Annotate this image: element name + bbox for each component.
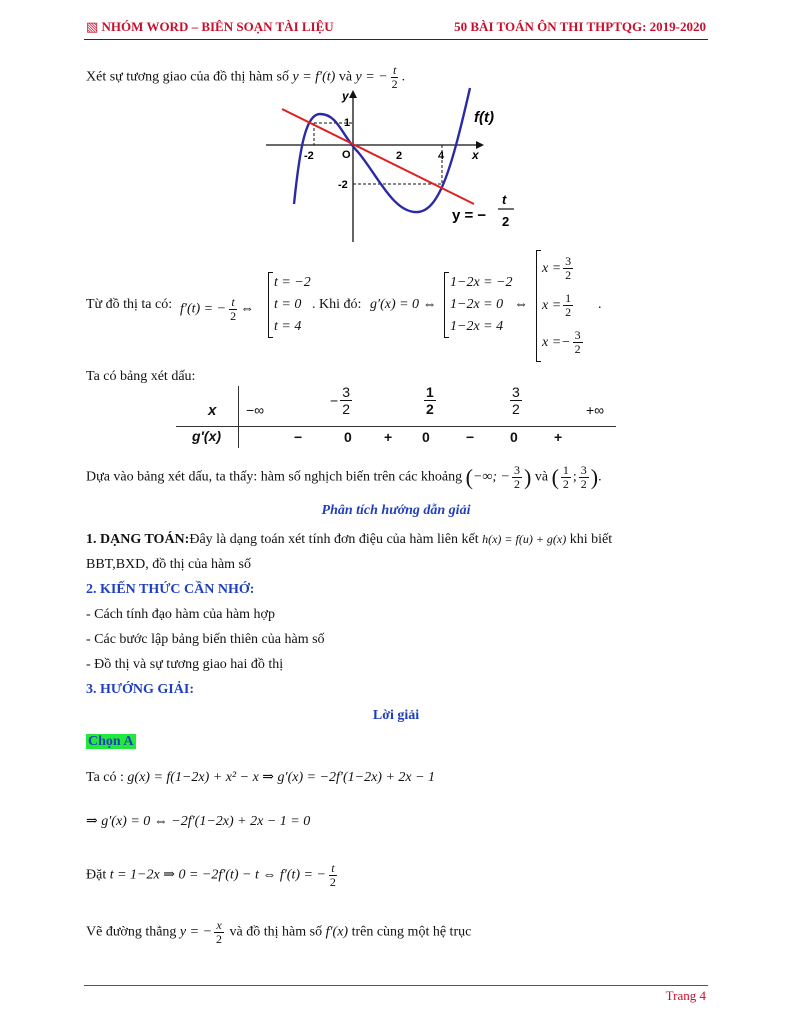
conclusion-and: và xyxy=(534,469,549,485)
interval2-n2: 3 xyxy=(580,463,587,477)
iff2: ⇔ xyxy=(514,297,528,312)
sign-3: + xyxy=(384,429,393,445)
sol2-lhs: x = xyxy=(542,298,562,313)
crit1-den: 2 xyxy=(342,401,350,417)
crit-2 xyxy=(422,384,438,417)
from-graph-end: . xyxy=(598,297,602,312)
sign-6: 0 xyxy=(510,429,518,445)
paren-open-2: ( xyxy=(551,464,559,490)
sol3-lhs: x = xyxy=(542,335,562,350)
gprime-eq: g′(x) = 0 ⇔ xyxy=(370,297,437,312)
fprime-frac xyxy=(228,296,238,323)
fprime-den: 2 xyxy=(230,309,237,323)
sol-row2 xyxy=(542,287,585,324)
sol1-lhs: x = xyxy=(542,261,562,276)
step-1 xyxy=(86,769,435,787)
label-y-axis: y xyxy=(342,89,349,103)
intro-text: Xét sự tương giao của đồ thị hàm số xyxy=(86,69,289,85)
intro-frac-den: 2 xyxy=(391,77,398,91)
section1-text: Đây là dạng toán xét tính đơn điệu của hàm liên kết xyxy=(189,532,479,547)
sys2-row1: 1−2x = −2 xyxy=(450,275,513,290)
interval1-left: −∞; − xyxy=(472,469,511,485)
step-2: ⇒ g′(x) = 0 ⇔ −2f′(1−2x) + 2x − 1 = 0 xyxy=(86,814,311,829)
label-curve: f(t) xyxy=(474,109,494,126)
step-3 xyxy=(86,862,340,889)
sol1-num: 3 xyxy=(565,254,572,269)
crit-3 xyxy=(508,384,524,417)
fprime-eq: f′(t) = − xyxy=(180,301,227,317)
label-line: y = − xyxy=(452,207,487,224)
interval1-num: 3 xyxy=(514,463,521,477)
crit1-sign: − xyxy=(330,392,339,409)
step-4 xyxy=(86,919,471,946)
sys1 xyxy=(274,272,311,338)
step3-eq: t = 1−2x ⇒ 0 = −2f′(t) − t ⇔ f′(t) = − xyxy=(109,867,326,883)
graph xyxy=(262,86,522,246)
sys2 xyxy=(450,272,513,338)
analysis-title: Phân tích hướng dẫn giải xyxy=(321,503,471,518)
sol2-num: 1 xyxy=(565,291,572,306)
step4-tail: và đồ thị hàm số xyxy=(229,924,323,940)
sign-7: + xyxy=(554,429,563,445)
from-graph-lead: Từ đồ thị ta có: xyxy=(86,297,173,312)
tick-neg2-y: -2 xyxy=(338,179,348,191)
step4-frac xyxy=(214,919,224,946)
tick-2: 2 xyxy=(396,150,403,162)
sign-4: 0 xyxy=(422,429,430,445)
intro-eq2: y = − xyxy=(355,69,388,85)
sol3-frac xyxy=(573,329,583,356)
section2-item-1: - Cách tính đạo hàm của hàm hợp xyxy=(86,607,275,622)
section1-label: 1. DẠNG TOÁN: xyxy=(86,532,190,547)
step3-lead: Đặt xyxy=(86,867,107,883)
paren-close-1: ) xyxy=(524,464,532,490)
step4-f: f′(x) xyxy=(325,924,349,940)
step1-lead: Ta có : xyxy=(86,770,124,785)
conclusion xyxy=(86,464,602,491)
from-graph-fprime xyxy=(180,296,254,323)
tick-neg2-x: -2 xyxy=(304,150,314,162)
step4-num: x xyxy=(216,918,222,932)
interval2-sep: ; xyxy=(572,469,577,485)
interval2-d1: 2 xyxy=(562,477,569,491)
crit1-frac xyxy=(340,384,352,417)
header-logo-icon: ▧ xyxy=(86,19,99,34)
bracket-sol xyxy=(536,250,537,362)
sign-table-vline xyxy=(238,386,239,448)
section2-item-2: - Các bước lập bảng biến thiên của hàm số xyxy=(86,632,325,647)
step3-num: t xyxy=(331,861,335,875)
intro-eq1: y = f′(t) xyxy=(292,69,336,85)
label-origin: O xyxy=(342,149,351,161)
section3-label: 3. HƯỚNG GIẢI: xyxy=(86,682,194,697)
label-x-axis: x xyxy=(472,148,479,162)
when-text: . Khi đó: xyxy=(312,297,362,312)
fprime-num: t xyxy=(231,295,235,309)
choose-answer xyxy=(86,733,136,751)
crit2-den: 2 xyxy=(426,401,434,417)
step3-den: 2 xyxy=(329,875,336,889)
crit3-den: 2 xyxy=(512,401,520,417)
neg-inf: −∞ xyxy=(246,402,265,418)
bracket-sys2 xyxy=(444,272,445,338)
solutions xyxy=(542,250,585,361)
bracket-sys1 xyxy=(268,272,269,338)
row-label-gprime: g′(x) xyxy=(192,428,222,444)
solution-title: Lời giải xyxy=(372,708,420,723)
step4-eq: y = − xyxy=(179,924,213,940)
footer-rule xyxy=(84,985,708,986)
tick-1: 1 xyxy=(344,117,351,129)
sol1-den: 2 xyxy=(565,268,572,283)
sol3-sign: − xyxy=(561,335,571,350)
conclusion-end: . xyxy=(598,469,602,485)
sol1-frac xyxy=(563,255,573,282)
crit2-num: 1 xyxy=(426,384,434,400)
sol3-num: 3 xyxy=(574,328,581,343)
row-label-x: x xyxy=(208,402,217,419)
crit1-num: 3 xyxy=(342,384,350,400)
interval2-frac2 xyxy=(579,464,589,491)
sol2-frac xyxy=(563,292,573,319)
sys2-row2: 1−2x = 0 xyxy=(450,297,504,312)
section1-tail: khi biết xyxy=(569,532,613,547)
interval1-den: 2 xyxy=(514,477,521,491)
section1-line2: BBT,BXD, đồ thị của hàm số xyxy=(86,557,252,572)
sign-table-hline xyxy=(176,426,616,427)
intro-frac-num: t xyxy=(392,63,397,77)
sign-2: 0 xyxy=(344,429,352,445)
fprime-iff: ⇔ xyxy=(240,301,255,317)
header-left-text: NHÓM WORD – BIÊN SOẠN TÀI LIỆU xyxy=(101,19,334,34)
step4-end: trên cùng một hệ trục xyxy=(351,924,472,940)
sol-row1 xyxy=(542,250,585,287)
section1-line1 xyxy=(86,530,612,549)
sol-row3 xyxy=(542,324,585,361)
page-number: Trang 4 xyxy=(665,988,706,1003)
sol3-den: 2 xyxy=(574,342,581,357)
step1-eq: g(x) = f(1−2x) + x² − x ⇒ g′(x) = −2f′(1−2x) + 2x − 1 xyxy=(127,770,436,785)
interval2-n1: 1 xyxy=(562,463,569,477)
label-line-num: t xyxy=(502,192,507,207)
sys2-row3: 1−2x = 4 xyxy=(450,319,504,334)
conclusion-text: Dựa vào bảng xét dấu, ta thấy: hàm số nghịch biến trên các khoảng xyxy=(86,469,463,485)
y-axis-arrow-icon xyxy=(349,90,357,98)
pos-inf: +∞ xyxy=(586,402,605,418)
intro-end: . xyxy=(401,69,406,85)
step3-frac xyxy=(328,862,338,889)
sys1-row1: t = −2 xyxy=(274,275,311,290)
sign-5: − xyxy=(466,429,475,445)
sys1-row3: t = 4 xyxy=(274,319,302,334)
paren-close-2: ) xyxy=(590,464,599,490)
crit3-frac xyxy=(510,384,522,417)
intro-and: và xyxy=(338,69,353,85)
section1-formula: h(x) = f(u) + g(x) xyxy=(482,532,567,546)
interval1-frac xyxy=(512,464,522,491)
step4-lead: Vẽ đường thẳng xyxy=(86,924,177,940)
crit2-frac xyxy=(424,384,436,417)
section2-item-3: - Đồ thị và sự tương giao hai đồ thị xyxy=(86,657,284,672)
paren-open-1: ( xyxy=(465,464,473,490)
step4-den: 2 xyxy=(216,932,223,946)
sys1-row2: t = 0 xyxy=(274,297,302,312)
sign-table-intro: Ta có bảng xét dấu: xyxy=(86,369,196,384)
label-line-den: 2 xyxy=(502,214,510,229)
sol2-den: 2 xyxy=(565,305,572,320)
sign-1: − xyxy=(294,429,303,445)
header-rule xyxy=(84,39,708,40)
header-left xyxy=(86,19,334,35)
crit-1 xyxy=(330,384,354,417)
section2-label: 2. KIẾN THỨC CẦN NHỚ: xyxy=(86,582,255,597)
header-right: 50 BÀI TOÁN ÔN THI THPTQG: 2019-2020 xyxy=(454,19,706,34)
interval2-frac1 xyxy=(561,464,571,491)
choose-answer-label: Chọn A xyxy=(88,734,134,749)
crit3-num: 3 xyxy=(512,384,520,400)
tick-4: 4 xyxy=(438,150,445,162)
interval2-d2: 2 xyxy=(580,477,587,491)
sign-table xyxy=(176,384,616,448)
